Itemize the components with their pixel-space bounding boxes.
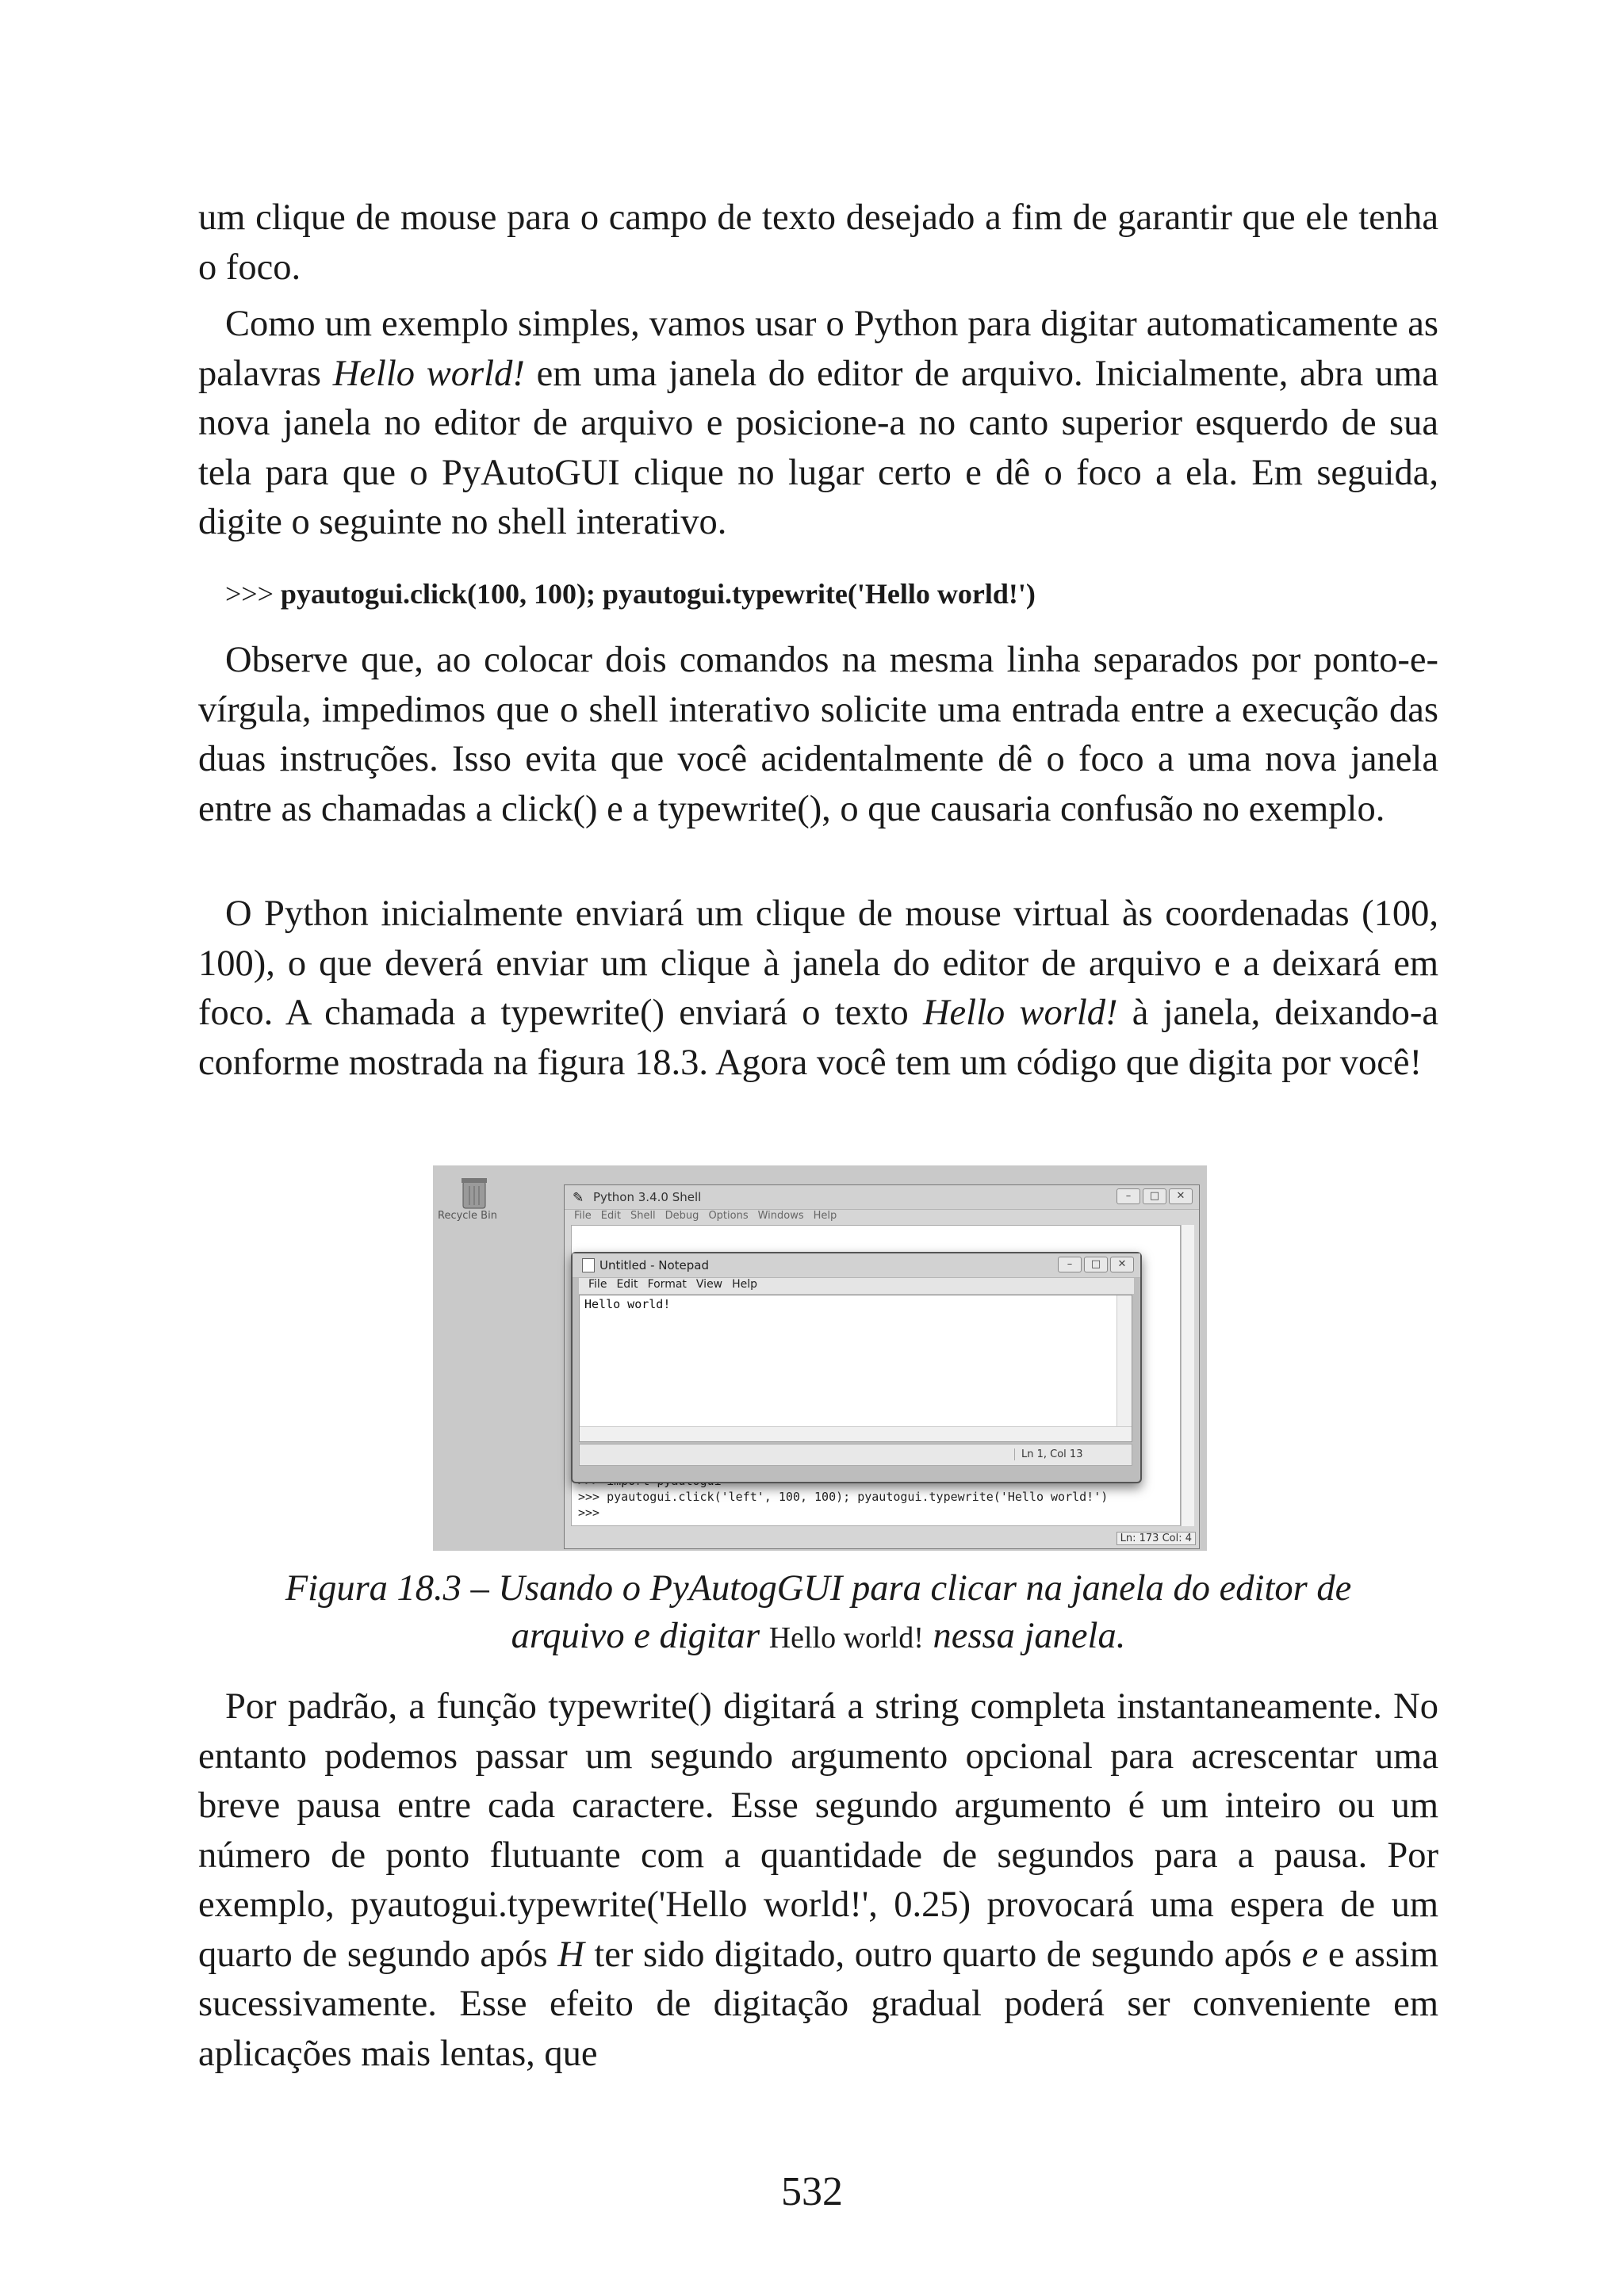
notepad-title: Untitled - Notepad xyxy=(599,1258,710,1272)
shell-scrollbar[interactable] xyxy=(1181,1225,1194,1526)
paragraph-2 xyxy=(198,300,1438,548)
shell-menubar xyxy=(565,1210,1199,1224)
notepad-menu-help[interactable]: Help xyxy=(732,1278,758,1291)
notepad-menu-edit[interactable]: Edit xyxy=(616,1278,638,1291)
shell-line-2: >>> pyautogui.click('left', 100, 100); pyautogui.typewrite('Hello world!') xyxy=(578,1490,1109,1504)
p2-text-a: Como um exemplo simples, vamos usar o Python para digitar automaticamente as palavras xyxy=(198,304,1438,394)
shell-menu-options[interactable]: Options xyxy=(708,1210,749,1222)
notepad-close-button[interactable]: ✕ xyxy=(1110,1257,1134,1272)
code-prompt: >>> xyxy=(225,578,281,610)
paragraph-4 xyxy=(198,890,1438,1088)
notepad-icon xyxy=(582,1258,595,1272)
close-button[interactable]: ✕ xyxy=(1169,1188,1193,1204)
paragraph-3: Observe que, ao colocar dois comandos na mesma linha separados por ponto-e-vírgula, impedimos que o shell interativo solicite uma entrada entre a execução das duas instruções. Isso evita que você acidentalmente dê o foco a uma nova janela entre as chamadas a click() e a typewrite(), o que causaria confusão no exemplo. xyxy=(198,640,1438,829)
notepad-titlebar[interactable] xyxy=(573,1253,1140,1278)
code-line xyxy=(198,575,1465,613)
notepad-menu-file[interactable]: File xyxy=(588,1278,607,1291)
caption-text-b: nessa janela. xyxy=(923,1616,1126,1656)
notepad-menu-format[interactable]: Format xyxy=(647,1278,687,1291)
p5-italic-e: e xyxy=(1301,1934,1319,1975)
notepad-horizontal-scrollbar[interactable] xyxy=(580,1426,1132,1441)
figure-screenshot xyxy=(433,1165,1207,1551)
shell-menu-help[interactable]: Help xyxy=(813,1210,837,1222)
p2-italic: Hello world! xyxy=(332,353,525,394)
figure-caption xyxy=(198,1565,1438,1662)
shell-status: Ln: 173 Col: 4 xyxy=(1116,1532,1196,1545)
python-shell-window[interactable] xyxy=(564,1184,1200,1549)
notepad-text: Hello world! xyxy=(584,1297,671,1311)
caption-line-2 xyxy=(198,1613,1438,1662)
shell-titlebar[interactable] xyxy=(565,1185,1199,1210)
code-command: pyautogui.click(100, 100); pyautogui.typewrite('Hello world!') xyxy=(280,578,1036,610)
p4-italic: Hello world! xyxy=(922,993,1118,1033)
shell-menu-shell[interactable]: Shell xyxy=(630,1210,656,1222)
notepad-status: Ln 1, Col 13 xyxy=(1014,1448,1082,1460)
maximize-button[interactable]: □ xyxy=(1143,1188,1166,1204)
minimize-button[interactable]: – xyxy=(1116,1188,1140,1204)
notepad-menubar xyxy=(579,1278,1134,1294)
p2-text-b: em uma janela do editor de arquivo. Inicialmente, abra uma nova janela no editor de arquivo e posicione-a no canto superior esquerdo de sua tela para que o PyAutoGUI clique no lugar certo e dê o foco a ela. Em seguida, digite o seguinte no shell interativo. xyxy=(198,353,1439,542)
shell-line-3: >>> xyxy=(578,1506,600,1520)
shell-menu-windows[interactable]: Windows xyxy=(757,1210,804,1222)
recycle-bin-icon[interactable] xyxy=(457,1172,492,1211)
notepad-window-buttons xyxy=(1058,1257,1134,1272)
python-feather-icon: ✎ xyxy=(573,1190,584,1206)
notepad-vertical-scrollbar[interactable] xyxy=(1116,1295,1132,1427)
paragraph-1: um clique de mouse para o campo de texto desejado a fim de garantir que ele tenha o foco. xyxy=(198,197,1438,288)
p5-text-c: e assim sucessivamente. Esse efeito de digitação gradual poderá ser conveniente em aplicações mais lentas, que xyxy=(198,1934,1439,2074)
notepad-maximize-button[interactable]: □ xyxy=(1084,1257,1108,1272)
notepad-statusbar xyxy=(579,1444,1132,1466)
page-number: 532 xyxy=(781,2169,843,2214)
caption-text-a: arquivo e digitar xyxy=(511,1616,769,1656)
notepad-editor[interactable] xyxy=(579,1295,1132,1442)
caption-plain-text: Hello world! xyxy=(768,1621,924,1655)
p5-text-a: Por padrão, a função typewrite() digitará a string completa instantaneamente. No entanto podemos passar um segundo argumento opcional para acrescentar uma breve pausa entre cada caractere. Esse segundo argumento é um inteiro ou um número de ponto flutuante com a quantidade de segundos para a pausa. Por exemplo, pyautogui.typewrite('Hello world!', 0.25) provocará uma espera de um quarto de segundo após xyxy=(198,1686,1438,1975)
notepad-minimize-button[interactable]: – xyxy=(1058,1257,1082,1272)
p4-text-a: O Python inicialmente enviará um clique de mouse virtual às coordenadas (100, 100), o que deverá enviar um clique à janela do editor de arquivo e a deixará em foco. A chamada a typewrite() enviará o texto xyxy=(198,894,1438,1033)
paragraph-5 xyxy=(198,1682,1438,2079)
shell-menu-file[interactable]: File xyxy=(574,1210,592,1222)
p5-text-b: ter sido digitado, outro quarto de segundo após xyxy=(584,1934,1302,1975)
shell-title: Python 3.4.0 Shell xyxy=(593,1190,702,1204)
notepad-menu-view[interactable]: View xyxy=(695,1278,723,1291)
shell-menu-debug[interactable]: Debug xyxy=(665,1210,699,1222)
shell-window-buttons xyxy=(1116,1188,1193,1204)
shell-menu-edit[interactable]: Edit xyxy=(600,1210,621,1222)
p5-italic-h: H xyxy=(557,1934,584,1975)
caption-line-1: Figura 18.3 – Usando o PyAutogGUI para clicar na janela do editor de xyxy=(285,1568,1352,1609)
recycle-bin-label: Recycle Bin xyxy=(438,1210,497,1222)
notepad-window[interactable] xyxy=(571,1252,1142,1483)
p4-text-b: à janela, deixando-a conforme mostrada na figura 18.3. Agora você tem um código que digita por você! xyxy=(198,993,1439,1083)
